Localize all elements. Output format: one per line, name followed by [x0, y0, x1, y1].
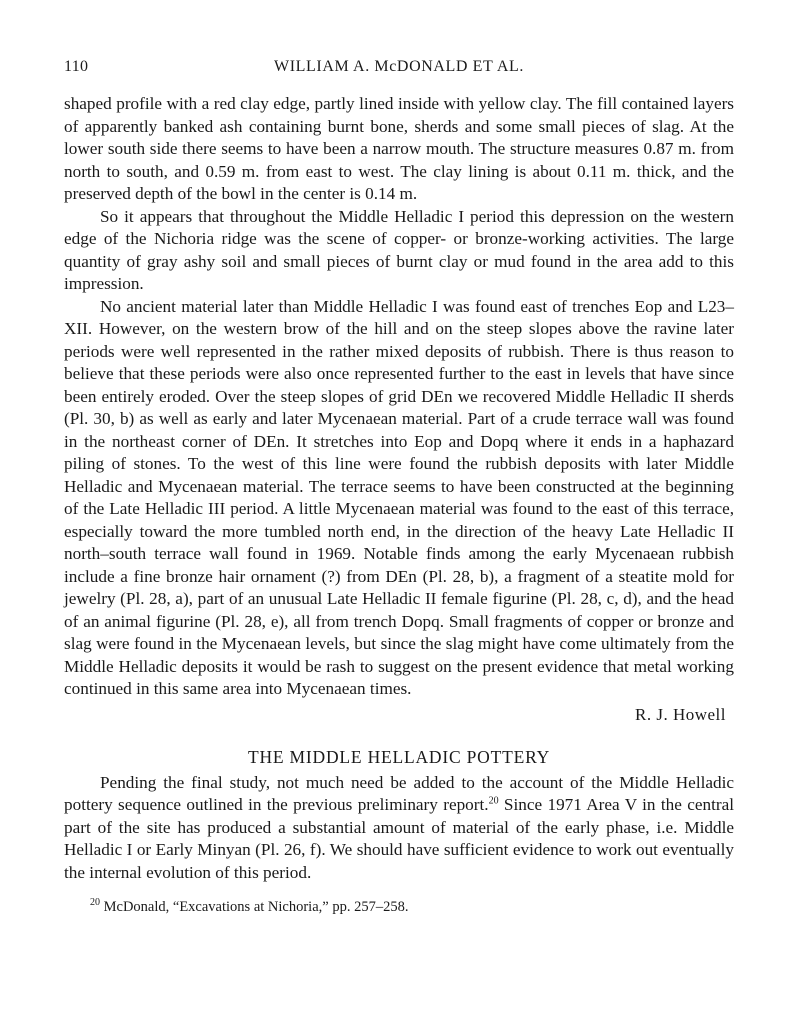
- running-head-author: WILLIAM A. McDONALD ET AL.: [274, 58, 524, 75]
- paragraph-text-start: Pending the final study, not much need be added to the account of the Middle Helladic pottery sequence outlined in the previous preliminary report.: [64, 772, 734, 814]
- article-body: [64, 93, 734, 701]
- author-signature: R. J. Howell: [635, 704, 726, 724]
- paragraph-kiln-description: shaped profile with a red clay edge, partly lined inside with yellow clay. The fill contained layers of apparently banked ash containing burnt bone, sherds and some small pieces of slag. At the lower south side there seems to have been a narrow mouth. The structure measures 0.87 m. from north to south, and 0.59 m. from east to west. The clay lining is about 0.11 m. thick, and the preserved depth of the bowl in the center is 0.14 m.: [64, 94, 734, 203]
- paragraph-text-end: Since 1971 Area V in the central part of the site has produced a substantial amount of material of the early phase, i.e. Middle Helladic I or Early Minyan (Pl. 26, f). We should have sufficient evidence to work out eventually the internal evolution of this period.: [64, 795, 734, 882]
- running-head: [64, 58, 734, 82]
- footnote-text: McDonald, “Excavations at Nichoria,” pp. 257–258.: [100, 899, 409, 915]
- page-number: 110: [64, 58, 89, 75]
- section-body: [64, 772, 734, 885]
- footnote-marker: 20: [90, 897, 100, 909]
- paragraph-bronze-working: So it appears that throughout the Middle Helladic I period this depression on the western edge of the Nichoria ridge was the scene of copper- or bronze-working activities. The large quantity of gray ashy soil and small pieces of burnt clay or mud found in the area add to this impression.: [64, 206, 734, 293]
- page: [64, 58, 734, 917]
- footnote-reference: 20: [488, 795, 499, 807]
- footnote: [64, 898, 734, 917]
- section-heading: THE MIDDLE HELLADIC POTTERY: [247, 746, 551, 767]
- paragraph-pottery-sequence: [64, 772, 734, 885]
- paragraph-later-material: No ancient material later than Middle Helladic I was found east of trenches Eop and L23–XII. However, on the western brow of the hill and on the steep slopes above the ravine later periods were well represented in the rather mixed deposits of rubbish. There is thus reason to believe that these periods were also once represented further to the east in levels that have since been entirely eroded. Over the steep slopes of grid DEn we recovered Middle Helladic II sherds (Pl. 30, b) as well as early and later Mycenaean material. Part of a crude terrace wall was found in the northeast corner of DEn. It stretches into Eop and Dopq where it ends in a haphazard piling of stones. To the west of this line were found the rubbish deposits with later Middle Helladic and Mycenaean material. The terrace seems to have been constructed at the beginning of the Late Helladic III period. A little Mycenaean material was found to the east of this terrace, especially toward the more tumbled north end, in the direction of the heavy Late Helladic II north–south terrace wall found in 1969. Notable finds among the early Mycenaean rubbish include a fine bronze hair ornament (?) from DEn (Pl. 28, b), a fragment of a steatite mold for jewelry (Pl. 28, a), part of an unusual Late Helladic II female figurine (Pl. 28, c, d), and the head of an animal figurine (Pl. 28, e), all from trench Dopq. Small fragments of copper or bronze and slag were found in the Mycenaean levels, but since the slag might have come ultimately from the Middle Helladic deposits it would be rash to suggest on the present evidence that metal working continued in this same area into Mycenaean times.: [64, 296, 734, 698]
